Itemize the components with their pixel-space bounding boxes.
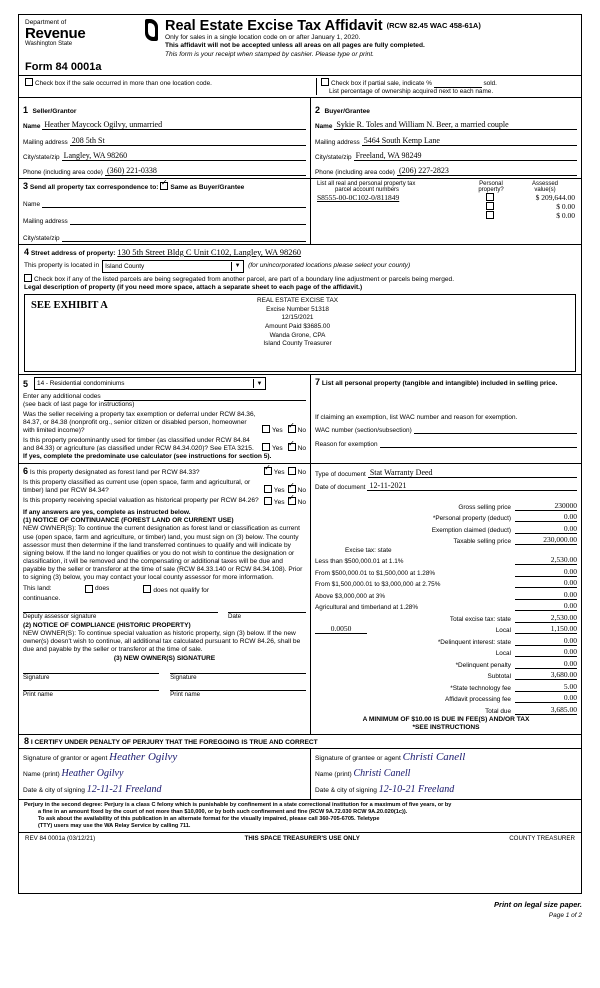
document-date-label: Date of document [315, 484, 366, 492]
rcw-reference: (RCW 82.45 WAC 458-61A) [386, 21, 481, 30]
same-as-buyer-label: Same as Buyer/Grantee [170, 183, 245, 191]
county-note: (for unincorporated locations please select your county) [248, 262, 411, 270]
q6a-no-checkbox[interactable] [288, 467, 296, 475]
print-legal-note: Print on legal size paper. [494, 900, 582, 909]
bracket-2-label: From $500,000.01 to $1,500,000 at 1.28% [315, 569, 436, 577]
segregation-note: Check box if any of the listed parcels are being segregated from another parcel, are part of a boundary line adjustment or parcels being merged. [34, 275, 455, 283]
seller-city-label: City/state/zip [23, 153, 60, 161]
buyer-heading: Buyer/Grantee [324, 107, 370, 115]
ownership-note: List percentage of ownership acquired next to each name. [329, 87, 494, 95]
compliance-text: NEW OWNER(S): To continue special valuation as historic property, sign (3) below. If the new owner(s) doesn't wish to continue, all additional tax calculated pursuant to RCW 84.26, shall be due and payable by the seller or transferor at the time of sale. [23, 629, 301, 653]
bracket-4-value[interactable]: 0.00 [515, 590, 577, 600]
grantor-date-label: Date & city of signing [23, 787, 85, 795]
legal-description-note: Legal description of property (if you need more space, attach a separate sheet to each page of the affidavit.) [24, 284, 363, 292]
grantor-signature-block [19, 749, 311, 799]
buyer-name-value[interactable]: Sykie R. Toles and William N. Beer, a married couple [334, 120, 577, 130]
document-date-value[interactable]: 12-11-2021 [367, 481, 577, 491]
reason-exemption-label: Reason for exemption [315, 441, 378, 449]
bracket-3-label: From $1,500,000.01 to $3,000,000 at 2.75% [315, 581, 441, 589]
county-treasurer-label: COUNTY TREASURER [509, 834, 575, 842]
tech-fee-label: *State technology fee [450, 684, 511, 692]
personal-property-deduct-label: *Personal property (deduct) [432, 515, 511, 523]
perjury-block [19, 799, 581, 832]
multi-location-checkbox[interactable] [25, 78, 33, 86]
grantor-name-label: Name (print) [23, 771, 60, 779]
q6c-no-checkbox[interactable] [288, 497, 296, 505]
delinquent-penalty-value[interactable]: 0.00 [515, 659, 577, 669]
if-yes-note: If any answers are yes, complete as instructed below. [23, 509, 191, 517]
assessed-value[interactable]: $ 0.00 [556, 210, 575, 220]
bracket-3-value[interactable]: 0.00 [515, 578, 577, 588]
compliance-heading: (2) NOTICE OF COMPLIANCE (HISTORIC PROPERTY) [23, 621, 191, 629]
located-in-label: This property is located in [24, 262, 100, 270]
section5-row [19, 374, 581, 463]
q6c-yes-checkbox[interactable] [264, 497, 272, 505]
additional-codes-label: Enter any additional codes [23, 393, 101, 401]
stamp-line-6: Island County Treasurer [263, 340, 332, 348]
table-row [315, 202, 577, 211]
gross-price-label: Gross selling price [458, 503, 511, 511]
grantee-date-value[interactable]: 12-10-21 Freeland [378, 784, 455, 796]
legal-description-value: SEE EXHIBIT A [31, 300, 108, 312]
corr-mailing-label: Mailing address [23, 217, 68, 225]
stamp-line-3: 12/15/2021 [281, 314, 314, 322]
buyer-mailing-label: Mailing address [315, 138, 360, 146]
wac-number-input[interactable] [414, 424, 577, 434]
perjury-line-1: Perjury in the second degree: Perjury is a class C felony which is punishable by confinement in a state correctional institution for a maximum of five years, or by [24, 801, 452, 808]
grantor-signature-value[interactable]: Heather Ogilvy [109, 750, 178, 763]
page-number: Page 1 of 2 [548, 912, 582, 919]
ag-timber-label: Agricultural and timberland at 1.28% [315, 604, 419, 612]
see-back-note: (see back of last page for instructions) [23, 401, 135, 409]
document-type-value[interactable]: Stat Warranty Deed [368, 468, 577, 478]
buyer-section-number: 2 [315, 104, 321, 115]
grantee-signature-label: Signature of grantee or agent [315, 754, 401, 762]
state-label: Washington State [25, 41, 73, 48]
total-state-value[interactable]: 2,530.00 [515, 613, 577, 623]
buyer-phone-value[interactable]: (206) 227-2823 [397, 166, 577, 176]
exemption-claim-note: If claiming an exemption, list WAC number and reason for exemption. [315, 414, 518, 422]
delinquent-interest-local-label: Local [495, 650, 511, 658]
total-due-value[interactable]: 3,685.00 [515, 705, 577, 715]
seller-heading: Seller/Grantor [32, 107, 77, 115]
this-land-label: This land: [23, 584, 52, 592]
section6-block: 6 Is this property designated as forest land per RCW 84.33? ✓ Yes No Is this property classified as current use (open space, farm and agricultural, or timber) land per RCW 84.34? Yes ✓ No Is this property receiving special valuation as historical property per RCW 84.26? Yes ✓ No If any answers are yes, complete as instructed below. (1) NOTICE OF CONTINUANCE (FOREST LAND OR CURRENT USE) NEW OWNER(S): To continue the current designation as forest land or classification as current use (open space, farm and agriculture, or timber) land, you must sign on (3) below. The county assessor must then determine if the land transferred continues to qualify and will indicate by signing below. If the land no longer qualifies or you do not wish to continue the designation or classification, it will be removed and the compensating or additional taxes will be due and payable by the seller or transferor at the time of sale (RCW 84.33.140 or RCW 84.34.108). Prior to signing (3) below, you may contact your local county assessor for more information. This land: does does not qualify for continuance. Deputy assessor signature Date (2) NOTICE OF COMPLIANCE (HISTORIC PROPERTY) NEW OWNER(S): To continue special valuation as historic property, sign (3) below. If the new owner(s) doesn't wish to continue, all additional tax calculated pursuant to RCW 84.26, shall be due and payable by the seller or transferor at the time of sale. (3) NEW OWNER(S) SIGNATURE Signature Signature Print name Print name [19, 464, 311, 734]
local-label: Local [495, 627, 511, 635]
bracket-4-label: Above $3,000,000 at 3% [315, 592, 385, 600]
seller-phone-label: Phone (including area code) [23, 168, 103, 176]
delinquent-penalty-label: *Delinquent penalty [455, 661, 511, 669]
personal-property-checkbox[interactable] [486, 211, 494, 219]
total-due-label: Total due [485, 707, 511, 715]
timber-use-question: Is this property predominantly used for timber (as classified under RCW 84.84 and 84.33) or agriculture (as classified under RCW 84.34.020)? See ETA 3215. [23, 437, 254, 453]
new-owner-signature-label-1: Signature [23, 673, 50, 681]
treasurer-space-label: THIS SPACE TREASURER'S USE ONLY [244, 834, 360, 842]
bracket-2-value[interactable]: 0.00 [515, 567, 577, 577]
segregation-checkbox[interactable] [24, 274, 32, 282]
parcel-table [315, 181, 577, 220]
seller-mailing-value[interactable]: 208 5th St [70, 136, 306, 146]
grantor-name-value[interactable]: Heather Ogilvy [61, 768, 124, 780]
q6b-no-checkbox[interactable] [288, 485, 296, 493]
seller-block [19, 98, 311, 178]
form-number: Form 84 0001a [25, 60, 102, 73]
partial-sale-checkbox[interactable] [321, 78, 329, 86]
q2-yes-checkbox[interactable] [262, 443, 270, 451]
legal-description-box[interactable] [24, 294, 576, 372]
certify-heading: I CERTIFY UNDER PENALTY OF PERJURY THAT THE FOREGOING IS TRUE AND CORRECT [30, 738, 318, 746]
section3-number: 3 [23, 180, 29, 191]
local-rate-value[interactable]: 0.0050 [315, 624, 367, 634]
affidavit-form [18, 14, 582, 894]
grantor-signature-label: Signature of grantor or agent [23, 754, 108, 762]
additional-codes-input[interactable] [104, 393, 306, 401]
section6-row [19, 463, 581, 734]
section7-number: 7 [315, 377, 321, 388]
personal-property-list-label: List all personal property (tangible and intangible) included in selling price. [321, 380, 558, 388]
processing-fee-value[interactable]: 0.00 [515, 693, 577, 703]
buyer-block [311, 98, 581, 178]
ag-timber-value[interactable]: 0.00 [515, 601, 577, 611]
buyer-city-value[interactable]: Freeland, WA 98249 [354, 151, 577, 161]
grantee-name-label: Name (print) [315, 771, 352, 779]
current-use-question: Is this property classified as current use (open space, farm and agricultural, or timber) land per RCW 84.34? [23, 479, 251, 495]
new-owner-signature-heading: (3) NEW OWNER(S) SIGNATURE [113, 654, 216, 662]
grantee-signature-block [311, 749, 581, 799]
assessed-value[interactable]: $ 0.00 [556, 201, 575, 211]
land-does-not-checkbox[interactable] [143, 585, 151, 593]
total-state-label: Total excise tax: state [449, 615, 511, 623]
stamp-line-5: Wanda Grone, CPA [269, 331, 326, 339]
grantee-name-value[interactable]: Christi Canell [353, 768, 411, 780]
grantee-date-label: Date & city of signing [315, 787, 377, 795]
legal-description-area [19, 294, 581, 374]
form-subtitle-3: This form is your receipt when stamped by cashier. Please type or print. [165, 50, 375, 58]
seller-name-value[interactable]: Heather Maycock Ogilvy, unmarried [42, 120, 306, 130]
grantee-signature-value[interactable]: Christi Canell [402, 750, 466, 763]
table-row [315, 193, 577, 202]
parties-row [19, 97, 581, 178]
grantor-date-value[interactable]: 12-11-21 Freeland [86, 784, 162, 796]
correspondence-block [19, 179, 311, 244]
corr-city-value[interactable] [62, 232, 306, 242]
partial-sale-check[interactable]: Check box if partial sale, indicate % sold. List percentage of ownership acquired next to each name. [317, 78, 575, 95]
gross-price-value[interactable]: 230000 [515, 501, 577, 511]
delinquent-interest-state-value[interactable]: 0.00 [515, 636, 577, 646]
reason-exemption-input[interactable] [380, 438, 577, 448]
corr-city-label: City/state/zip [23, 234, 60, 242]
deputy-assessor-label: Deputy assessor signature [23, 612, 97, 620]
section3-row [19, 178, 581, 244]
continuance-word: continuance. [23, 594, 61, 602]
corr-name-label: Name [23, 200, 41, 208]
chevron-down-icon[interactable]: ▼ [231, 262, 243, 271]
revenue-logo-icon [145, 19, 159, 45]
revenue-label: Revenue [25, 25, 86, 43]
seller-phone-value[interactable]: (360) 221-0338 [105, 166, 306, 176]
exemption-deduct-label: Exemption claimed (deduct) [431, 526, 511, 534]
perjury-line-2: a fine in an amount fixed by the court of not more than $10,000, or by both such confinement and fine (RCW 9A.72.030 RCW 9A.20.020(1c)). [38, 808, 408, 815]
continuance-text: NEW OWNER(S): To continue the current designation as forest land or classification as current use (open space, farm and agriculture, or timber) land, you must sign on (3) below. The county assessor must then determine if the land transferred continues to qualify and will indicate by signing below. If the land no longer qualifies or you do not wish to continue the designation or classification, it will be removed and the compensating or additional taxes will be due and payable by the seller or transferor at the time of sale (RCW 84.33.140 or RCW 84.34.108). Prior to signing (3) below, you may contact your local county assessor for more information. [23, 525, 303, 581]
delinquent-interest-state-label: *Delinquent interest: state [437, 638, 511, 646]
corr-mailing-value[interactable] [70, 215, 306, 225]
buyer-mailing-value[interactable]: 5464 South Kemp Lane [362, 136, 577, 146]
local-value[interactable]: 1,150.00 [515, 624, 577, 634]
use-code-select[interactable]: 14 - Residential condominiums ▼ [34, 377, 266, 390]
table-row [315, 211, 577, 220]
bracket-1-label: Less than $500,000.01 at 1.1% [315, 558, 404, 566]
delinquent-interest-local-value[interactable]: 0.00 [515, 647, 577, 657]
stamp-line-1: REAL ESTATE EXCISE TAX [257, 297, 338, 305]
form-footer [19, 832, 581, 844]
seller-name-label: Name [23, 122, 41, 130]
wac-number-label: WAC number (section/subsection) [315, 427, 412, 435]
personal-property-checkbox[interactable] [486, 202, 494, 210]
bracket-1-value[interactable]: 2,530.00 [515, 555, 577, 565]
section3-label: Send all property tax correspondence to: [29, 183, 159, 191]
treasurer-stamp [205, 297, 390, 349]
form-subtitle-2: This affidavit will not be accepted unless all areas on all pages are fully completed. [165, 42, 425, 50]
taxable-price-value[interactable]: 230,000.00 [515, 535, 577, 545]
section4-number: 4 [24, 246, 30, 257]
tech-fee-value[interactable]: 5.00 [515, 682, 577, 692]
q1-yes-checkbox[interactable] [262, 425, 270, 433]
predominate-use-note: If yes, complete the predominate use calculator (see instructions for section 5). [23, 453, 272, 461]
document-type-label: Type of document [315, 471, 366, 479]
new-owner-print-label-1: Print name [23, 690, 53, 698]
seller-exemption-question: Was the seller receiving a property tax exemption or deferral under RCW 84.36, 84.37, or 84.38 (nonprofit org., senior citizen or disabled person, homeowner with limited income)? [23, 411, 256, 435]
street-address-label: Street address of property: [30, 249, 116, 257]
top-check-row [19, 75, 581, 97]
section5-block: 5 14 - Residential condominiums ▼ Enter any additional codes (see back of last page for instructions) Was the seller receiving a property tax exemption or deferral under RCW 84.36, 84.37, or 84.38 (nonprofit org., senior citizen or disabled person, homeowner with limited income)? Yes ✓ No Is this property predominantly used for timber (as classified under RCW 84.84 and 84.33) or agriculture (as classified under RCW 84.34.020)? See ETA 3215. Yes ✓ No If yes, complete the predominate use calculator (see instructions for section 5). [19, 375, 311, 463]
assessed-value[interactable]: $ 209,644.00 [535, 192, 575, 202]
agency-block [25, 19, 143, 48]
seller-city-value[interactable]: Langley, WA 98260 [62, 151, 306, 161]
exemption-deduct-value[interactable]: 0.00 [515, 524, 577, 534]
form-subtitle-1: Only for sales in a single location code on or after January 1, 2020. [165, 34, 361, 42]
section6-number: 6 [23, 466, 29, 477]
multi-location-check[interactable]: Check box if the sale occurred in more than one location code. [25, 78, 317, 95]
same-as-buyer-checkbox[interactable] [160, 182, 168, 190]
chevron-down-icon[interactable]: ▼ [253, 379, 265, 388]
county-select[interactable]: Island County ▼ [102, 260, 244, 273]
buyer-city-label: City/state/zip [315, 153, 352, 161]
personal-property-checkbox[interactable] [486, 193, 494, 201]
section8-block [19, 734, 581, 799]
page-title: Real Estate Excise Tax Affidavit (RCW 82.45 WAC 458-61A) [165, 18, 481, 34]
historic-question: Is this property receiving special valuation as historical property per RCW 84.26? [23, 497, 259, 505]
seller-section-number: 1 [23, 104, 29, 115]
title-block [159, 19, 575, 59]
section4-block [19, 244, 581, 294]
land-does-checkbox[interactable] [85, 585, 93, 593]
tax-calculation-block [311, 464, 581, 734]
excise-tax-state-label: Excise tax: state [345, 546, 392, 554]
taxable-price-label: Taxable selling price [453, 538, 511, 546]
new-owner-signature-label-2: Signature [170, 673, 197, 681]
parcel-number[interactable]: S8555-00-0C102-0/811849 [317, 192, 400, 202]
seller-mailing-label: Mailing address [23, 138, 68, 146]
personal-col-header: Personal property? [478, 180, 504, 193]
q6a-yes-checkbox[interactable] [264, 467, 272, 475]
stamp-line-2: Excise Number 51318 [266, 305, 329, 313]
q2-no-checkbox[interactable] [288, 443, 296, 451]
department-label: Department of [25, 19, 67, 26]
personal-property-deduct-value[interactable]: 0.00 [515, 512, 577, 522]
q1-no-checkbox[interactable] [288, 425, 296, 433]
section8-number: 8 [24, 735, 30, 746]
section5-number: 5 [23, 378, 29, 389]
subtotal-label: Subtotal [487, 673, 511, 681]
q6b-yes-checkbox[interactable] [264, 485, 272, 493]
new-owner-print-label-2: Print name [170, 690, 201, 698]
street-address-value[interactable]: 130 5th Street Bldg C Unit C102, Langley, WA 98260 [117, 246, 302, 257]
parcel-table-block [311, 179, 581, 244]
buyer-name-label: Name [315, 122, 333, 130]
stamp-line-4: Amount Paid $3685.00 [264, 322, 331, 330]
buyer-phone-label: Phone (including area code) [315, 168, 395, 176]
subtotal-value[interactable]: 3,680.00 [515, 670, 577, 680]
assessor-date-label: Date [228, 612, 242, 620]
see-instructions-note: *SEE INSTRUCTIONS [412, 723, 480, 731]
continuance-heading: (1) NOTICE OF CONTINUANCE (FOREST LAND OR CURRENT USE) [23, 517, 234, 525]
assessed-col-header: Assessed value(s) [531, 180, 558, 193]
alt-format-line-2: (TTY) users may use the WA Relay Service by calling 711. [38, 822, 191, 829]
forest-land-question: Is this property designated as forest land per RCW 84.33? [29, 469, 200, 477]
parcel-col-header: List all real and personal property tax parcel account numbers [317, 180, 416, 193]
minimum-due-note: A MINIMUM OF $10.00 IS DUE IN FEE(S) AND/OR TAX [362, 715, 530, 723]
alt-format-line-1: To ask about the availability of this publication in an alternate format for the visually impaired, please call 360-705-6705. Teletype [38, 815, 380, 822]
revision-label: REV 84 0001a (03/12/21) [25, 834, 96, 842]
form-header [19, 15, 581, 59]
section7-block [311, 375, 581, 463]
processing-fee-label: Affidavit processing fee [445, 696, 511, 704]
corr-name-value[interactable] [42, 198, 306, 208]
